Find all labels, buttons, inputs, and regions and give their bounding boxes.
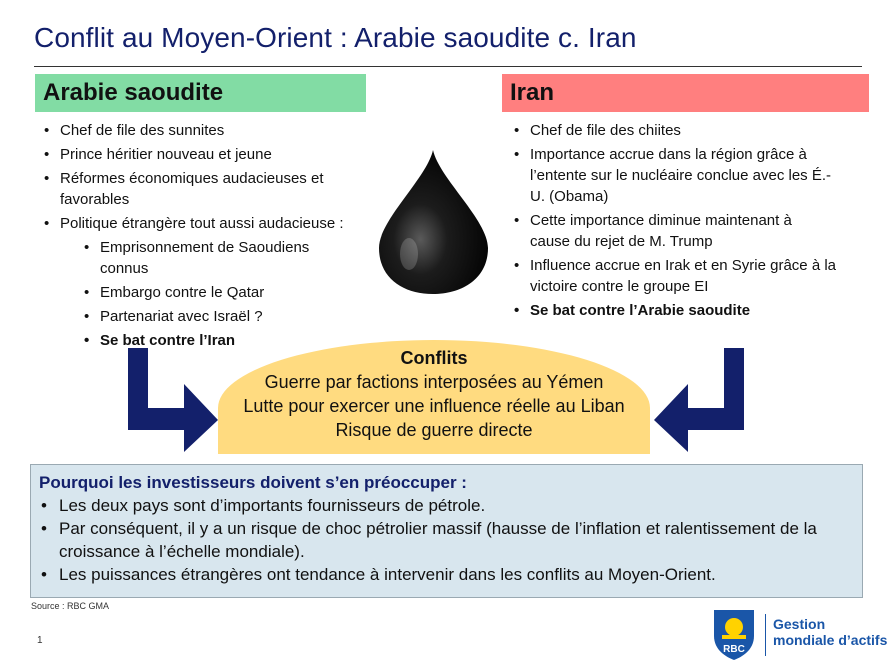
iran-item: • Cette importance diminue maintenant à cause du rejet de M. Trump — [510, 210, 820, 252]
page-number: 1 — [37, 635, 43, 646]
saudi-item: • Prince héritier nouveau et jeune — [40, 144, 390, 165]
conflicts-line: Guerre par factions interposées au Yémen — [264, 372, 604, 392]
logo-line2: mondiale d’actifs — [773, 632, 888, 648]
investors-title: Pourquoi les investisseurs doivent s’en préoccuper : — [39, 473, 467, 492]
saudi-header: Arabie saoudite — [35, 74, 366, 112]
iran-header: Iran — [502, 74, 869, 112]
slide-title: Conflit au Moyen-Orient : Arabie saoudite c. Iran — [34, 22, 637, 53]
investors-item: • Les puissances étrangères ont tendance à intervenir dans les conflits au Moyen-Orient. — [39, 563, 852, 586]
saudi-list — [40, 120, 390, 354]
iran-list — [510, 120, 850, 324]
iran-item: • Se bat contre l’Arabie saoudite — [510, 300, 850, 321]
saudi-item: • Politique étrangère tout aussi audacieuse : — [40, 213, 390, 234]
oil-drop-icon — [375, 148, 492, 296]
saudi-subitem: • Emprisonnement de Saoudiens connus — [40, 237, 328, 279]
investors-list — [39, 494, 852, 586]
saudi-subitem: • Se bat contre l’Iran — [40, 330, 390, 351]
conflicts-title: Conflits — [400, 348, 468, 368]
logo-line1: Gestion — [773, 616, 826, 632]
investors-box — [30, 464, 863, 598]
saudi-item: • Réformes économiques audacieuses et favorables — [40, 168, 360, 210]
investors-item: • Les deux pays sont d’importants fournisseurs de pétrole. — [39, 494, 852, 517]
rbc-shield-icon — [712, 610, 756, 660]
iran-item: • Influence accrue en Irak et en Syrie grâce à la victoire contre le groupe EI — [510, 255, 850, 297]
conflicts-line: Risque de guerre directe — [335, 420, 533, 440]
logo-text — [773, 616, 887, 648]
iran-item: • Importance accrue dans la région grâce à l’entente sur le nucléaire conclue avec les É.-U. (Obama) — [510, 144, 840, 207]
conflicts-line: Lutte pour exercer une influence réelle au Liban — [243, 396, 625, 416]
iran-item: • Chef de file des chiites — [510, 120, 850, 141]
left-arrow-icon — [122, 348, 222, 452]
logo-divider — [765, 614, 766, 656]
saudi-subitem: • Partenariat avec Israël ? — [40, 306, 390, 327]
source-note: Source : RBC GMA — [31, 601, 110, 611]
right-arrow-icon — [650, 348, 750, 452]
rbc-logo — [712, 610, 892, 662]
title-divider — [34, 66, 862, 67]
saudi-subitem: • Embargo contre le Qatar — [40, 282, 390, 303]
saudi-item: • Chef de file des sunnites — [40, 120, 390, 141]
investors-item: • Par conséquent, il y a un risque de choc pétrolier massif (hausse de l’inflation et ralentissement de la croissance à l’échelle mondiale). — [39, 517, 852, 563]
conflicts-box — [218, 340, 650, 454]
rbc-brand-text: RBC — [723, 644, 745, 655]
